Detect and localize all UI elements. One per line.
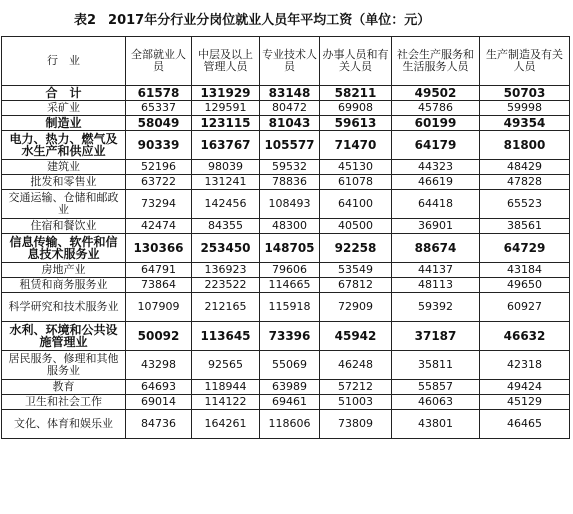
wage-cell: 114122 (192, 395, 260, 410)
wage-cell: 37187 (392, 322, 480, 351)
wage-cell: 48300 (260, 219, 320, 234)
industry-cell: 租赁和商务服务业 (2, 278, 126, 293)
table-row (2, 380, 570, 395)
wage-cell: 73294 (126, 190, 192, 219)
wage-cell: 58211 (320, 86, 392, 101)
wage-cell: 43298 (126, 351, 192, 380)
header-industry: 行 业 (2, 37, 126, 86)
table-row (2, 160, 570, 175)
header-managers: 中层及以上管理人员 (192, 37, 260, 86)
wage-cell: 83148 (260, 86, 320, 101)
wage-cell: 108493 (260, 190, 320, 219)
wage-cell: 43801 (392, 410, 480, 439)
wage-cell: 164261 (192, 410, 260, 439)
wage-cell: 60199 (392, 116, 480, 131)
table-row (2, 263, 570, 278)
table-caption: 2017年分行业分岗位就业人员年平均工资（单位：元） (108, 12, 431, 28)
wage-cell: 45129 (480, 395, 570, 410)
wage-cell: 55857 (392, 380, 480, 395)
industry-cell: 制造业 (2, 116, 126, 131)
wage-cell: 61078 (320, 175, 392, 190)
wage-cell: 129591 (192, 101, 260, 116)
wage-cell: 64418 (392, 190, 480, 219)
header-production: 生产制造及有关人员 (480, 37, 570, 86)
wage-cell: 64179 (392, 131, 480, 160)
wage-cell: 163767 (192, 131, 260, 160)
industry-cell: 水利、环境和公共设施管理业 (2, 322, 126, 351)
wage-cell: 35811 (392, 351, 480, 380)
wage-cell: 130366 (126, 234, 192, 263)
industry-cell: 居民服务、修理和其他服务业 (2, 351, 126, 380)
wage-cell: 49502 (392, 86, 480, 101)
wage-table (1, 36, 570, 439)
wage-cell: 78836 (260, 175, 320, 190)
wage-cell: 57212 (320, 380, 392, 395)
wage-cell: 46619 (392, 175, 480, 190)
wage-cell: 72909 (320, 293, 392, 322)
header-clerks: 办事人员和有关人员 (320, 37, 392, 86)
wage-cell: 45130 (320, 160, 392, 175)
table-row (2, 116, 570, 131)
wage-cell: 65337 (126, 101, 192, 116)
wage-cell: 64693 (126, 380, 192, 395)
wage-cell: 136923 (192, 263, 260, 278)
wage-cell: 44323 (392, 160, 480, 175)
wage-cell: 142456 (192, 190, 260, 219)
wage-cell: 105577 (260, 131, 320, 160)
industry-cell: 交通运输、仓储和邮政业 (2, 190, 126, 219)
wage-cell: 88674 (392, 234, 480, 263)
table-row (2, 410, 570, 439)
wage-cell: 53549 (320, 263, 392, 278)
table-row (2, 190, 570, 219)
table-row (2, 175, 570, 190)
table-title (0, 0, 573, 36)
industry-cell: 信息传输、软件和信息技术服务业 (2, 234, 126, 263)
wage-cell: 223522 (192, 278, 260, 293)
wage-cell: 64100 (320, 190, 392, 219)
wage-cell: 79606 (260, 263, 320, 278)
table-row (2, 278, 570, 293)
wage-cell: 59532 (260, 160, 320, 175)
wage-cell: 50703 (480, 86, 570, 101)
table-row (2, 293, 570, 322)
wage-cell: 67812 (320, 278, 392, 293)
wage-cell: 40500 (320, 219, 392, 234)
header-all: 全部就业人员 (126, 37, 192, 86)
wage-cell: 59613 (320, 116, 392, 131)
wage-cell: 46248 (320, 351, 392, 380)
table-row (2, 351, 570, 380)
wage-cell: 55069 (260, 351, 320, 380)
wage-cell: 118944 (192, 380, 260, 395)
wage-cell: 42474 (126, 219, 192, 234)
wage-cell: 63722 (126, 175, 192, 190)
wage-cell: 49650 (480, 278, 570, 293)
wage-cell: 73864 (126, 278, 192, 293)
table-body (2, 86, 570, 439)
wage-cell: 69461 (260, 395, 320, 410)
industry-cell: 合 计 (2, 86, 126, 101)
industry-cell: 教育 (2, 380, 126, 395)
wage-cell: 131241 (192, 175, 260, 190)
table-row (2, 86, 570, 101)
table-row (2, 131, 570, 160)
wage-cell: 73809 (320, 410, 392, 439)
wage-cell: 107909 (126, 293, 192, 322)
wage-cell: 84736 (126, 410, 192, 439)
wage-cell: 60927 (480, 293, 570, 322)
wage-cell: 212165 (192, 293, 260, 322)
wage-cell: 43184 (480, 263, 570, 278)
header-professionals: 专业技术人员 (260, 37, 320, 86)
wage-cell: 59998 (480, 101, 570, 116)
wage-cell: 92565 (192, 351, 260, 380)
wage-cell: 44137 (392, 263, 480, 278)
table-number: 表2 (74, 12, 97, 28)
wage-cell: 52196 (126, 160, 192, 175)
wage-cell: 131929 (192, 86, 260, 101)
wage-cell: 42318 (480, 351, 570, 380)
table-row (2, 234, 570, 263)
wage-cell: 59392 (392, 293, 480, 322)
wage-cell: 48113 (392, 278, 480, 293)
wage-cell: 73396 (260, 322, 320, 351)
wage-cell: 36901 (392, 219, 480, 234)
wage-cell: 92258 (320, 234, 392, 263)
wage-cell: 45786 (392, 101, 480, 116)
wage-cell: 63989 (260, 380, 320, 395)
table-row (2, 101, 570, 116)
wage-cell: 71470 (320, 131, 392, 160)
wage-cell: 51003 (320, 395, 392, 410)
wage-cell: 45942 (320, 322, 392, 351)
wage-cell: 148705 (260, 234, 320, 263)
wage-cell: 58049 (126, 116, 192, 131)
industry-cell: 房地产业 (2, 263, 126, 278)
wage-cell: 49424 (480, 380, 570, 395)
wage-cell: 49354 (480, 116, 570, 131)
industry-cell: 采矿业 (2, 101, 126, 116)
wage-cell: 46465 (480, 410, 570, 439)
wage-cell: 69908 (320, 101, 392, 116)
wage-cell: 38561 (480, 219, 570, 234)
table-row (2, 322, 570, 351)
industry-cell: 电力、热力、燃气及水生产和供应业 (2, 131, 126, 160)
wage-cell: 69014 (126, 395, 192, 410)
wage-cell: 61578 (126, 86, 192, 101)
wage-cell: 64791 (126, 263, 192, 278)
wage-cell: 90339 (126, 131, 192, 160)
industry-cell: 卫生和社会工作 (2, 395, 126, 410)
industry-cell: 科学研究和技术服务业 (2, 293, 126, 322)
industry-cell: 文化、体育和娱乐业 (2, 410, 126, 439)
wage-cell: 46632 (480, 322, 570, 351)
wage-cell: 114665 (260, 278, 320, 293)
table-row (2, 395, 570, 410)
header-row (2, 37, 570, 86)
industry-cell: 批发和零售业 (2, 175, 126, 190)
wage-cell: 123115 (192, 116, 260, 131)
wage-cell: 81043 (260, 116, 320, 131)
wage-cell: 118606 (260, 410, 320, 439)
wage-cell: 48429 (480, 160, 570, 175)
wage-cell: 50092 (126, 322, 192, 351)
wage-cell: 84355 (192, 219, 260, 234)
wage-cell: 65523 (480, 190, 570, 219)
wage-cell: 80472 (260, 101, 320, 116)
wage-cell: 46063 (392, 395, 480, 410)
table-row (2, 219, 570, 234)
header-service: 社会生产服务和生活服务人员 (392, 37, 480, 86)
wage-cell: 98039 (192, 160, 260, 175)
wage-cell: 81800 (480, 131, 570, 160)
wage-cell: 253450 (192, 234, 260, 263)
wage-cell: 47828 (480, 175, 570, 190)
wage-cell: 113645 (192, 322, 260, 351)
industry-cell: 住宿和餐饮业 (2, 219, 126, 234)
wage-cell: 64729 (480, 234, 570, 263)
wage-cell: 115918 (260, 293, 320, 322)
industry-cell: 建筑业 (2, 160, 126, 175)
